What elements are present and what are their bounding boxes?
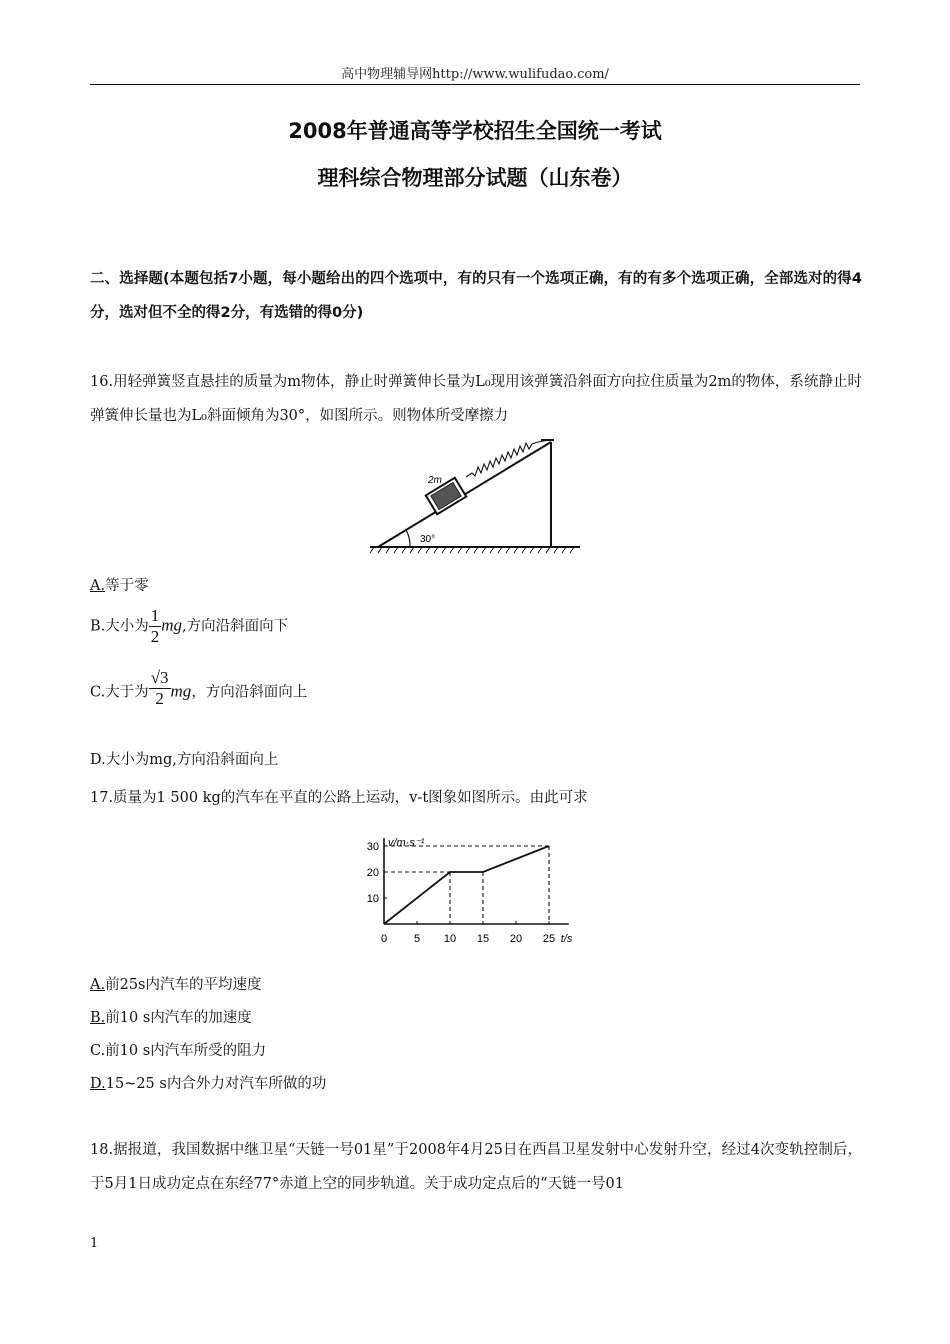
q16-option-b-suffix: ,方向沿斜面向下 bbox=[182, 618, 289, 635]
q16-option-c-prefix: C.大于为 bbox=[90, 684, 149, 701]
x-tick-label: 25 bbox=[542, 933, 556, 945]
x-tick-label: 20 bbox=[509, 933, 523, 945]
q16-option-c bbox=[90, 668, 308, 709]
q17-stem: 17.质量为1 500 kg的汽车在平直的公路上运动，v-t图象如图所示。由此可求 bbox=[90, 790, 588, 806]
q17-option-b-text: 前10 s内汽车的加速度 bbox=[105, 1010, 252, 1026]
q17-option-d bbox=[90, 1072, 326, 1093]
velocity-line bbox=[384, 846, 549, 924]
q17-option-b-letter: B. bbox=[90, 1010, 106, 1026]
y-tick-label: 10 bbox=[366, 893, 379, 905]
fraction-numerator: 1 bbox=[150, 606, 160, 625]
spring bbox=[466, 440, 549, 477]
x-tick-label: 15 bbox=[476, 933, 490, 945]
exam-subtitle: 理科综合物理部分试题（山东卷） bbox=[317, 166, 633, 190]
mg-symbol: mg bbox=[170, 681, 192, 701]
q17-option-c: C.前10 s内汽车所受的阻力 bbox=[90, 1043, 267, 1059]
fraction-numerator: √3 bbox=[150, 668, 169, 687]
q16-stem: 16.用轻弹簧竖直悬挂的质量为m物体，静止时弹簧伸长量为L₀现用该弹簧沿斜面方向拉住质量为2m的物体，系统静止时弹簧伸长量也为L₀斜面倾角为30°，如图所示。则物体所受摩擦力 bbox=[90, 374, 862, 424]
q17-vt-chart bbox=[360, 812, 592, 947]
y-tick-label: 20 bbox=[366, 867, 379, 879]
q16-option-b-prefix: B.大小为 bbox=[90, 618, 149, 635]
q17-option-d-text: 15~25 s内合外力对汽车所做的功 bbox=[105, 1076, 327, 1092]
fraction-denominator: 2 bbox=[155, 689, 164, 708]
angle-arc bbox=[406, 530, 410, 547]
q16-option-b bbox=[90, 606, 288, 647]
y-tick-label: 30 bbox=[366, 841, 379, 853]
header-rule bbox=[90, 84, 860, 85]
page-header: 高中物理辅导网http://www.wulifudao.com/ bbox=[341, 67, 609, 82]
q16-option-c-suffix: ，方向沿斜面向上 bbox=[191, 684, 308, 701]
q16-option-a bbox=[90, 574, 149, 595]
angle-label: 30° bbox=[420, 534, 436, 545]
q16-incline-figure bbox=[368, 432, 583, 560]
page-number: 1 bbox=[90, 1236, 99, 1251]
x-tick-label: 5 bbox=[413, 933, 421, 945]
fraction-one-half bbox=[149, 606, 162, 647]
mass-label: 2m bbox=[428, 475, 442, 486]
y-axis-label: v/m·s⁻¹ bbox=[388, 837, 425, 850]
section-instructions: 二、选择题(本题包括7小题，每小题给出的四个选项中，有的只有一个选项正确，有的有多个选项正确，全部选对的得4分，选对但不全的得2分，有选错的得0分) bbox=[90, 271, 862, 321]
mg-symbol: mg bbox=[161, 615, 183, 635]
q17-option-a-text: 前25s内汽车的平均速度 bbox=[105, 977, 262, 993]
q18-stem: 18.据报道，我国数据中继卫星“天链一号01星”于2008年4月25日在西昌卫星发射中心发射升空，经过4次变轨控制后，于5月1日成功定点在东经77°赤道上空的同步轨道。关于成功定点后的“天链一号01 bbox=[90, 1142, 862, 1192]
q16-option-d: D.大小为mg,方向沿斜面向上 bbox=[90, 752, 279, 768]
q17-option-a bbox=[90, 973, 262, 994]
q16-option-a-text: 等于零 bbox=[105, 578, 149, 594]
exam-title: 2008年普通高等学校招生全国统一考试 bbox=[288, 119, 662, 143]
x-axis-label: t/s bbox=[560, 933, 573, 945]
q16-option-a-letter: A. bbox=[90, 578, 106, 594]
x-tick-label: 10 bbox=[443, 933, 457, 945]
fraction-denominator: 2 bbox=[150, 627, 160, 646]
q17-option-d-letter: D. bbox=[90, 1076, 106, 1092]
x-tick-label: 0 bbox=[380, 933, 388, 945]
q17-option-b bbox=[90, 1006, 252, 1027]
q17-option-a-letter: A. bbox=[90, 977, 106, 993]
fraction-root3-half bbox=[149, 668, 171, 709]
